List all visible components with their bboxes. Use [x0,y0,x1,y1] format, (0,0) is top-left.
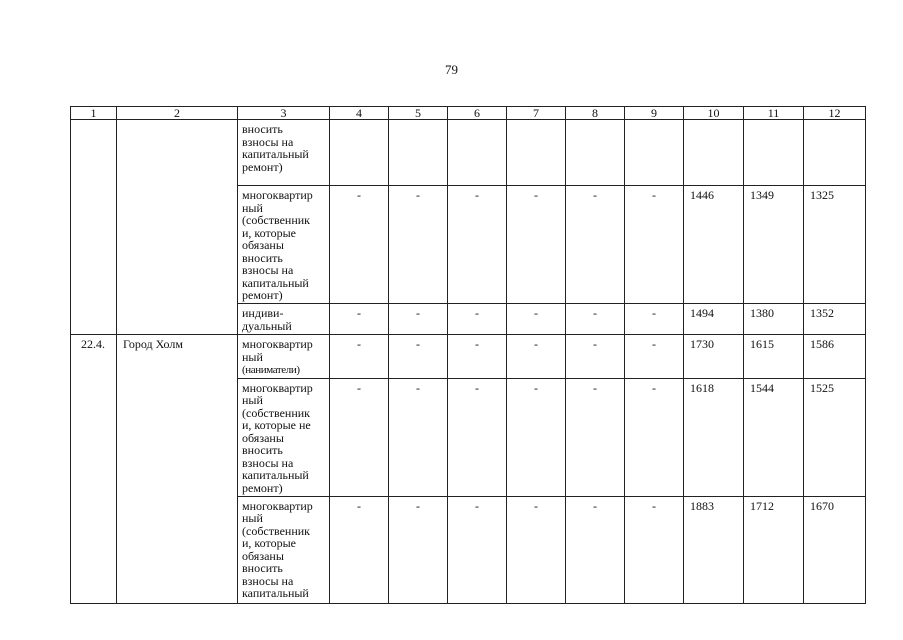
value-cell [804,120,866,186]
column-header: 7 [507,107,566,120]
value-cell: - [330,335,389,379]
value-cell: - [330,496,389,603]
value-cell: 1325 [804,186,866,304]
value-cell: - [507,378,566,496]
value-cell: - [507,335,566,379]
value-cell: 1586 [804,335,866,379]
column-header: 9 [625,107,684,120]
value-cell: - [389,304,448,335]
value-cell: 1446 [684,186,744,304]
value-cell: - [448,496,507,603]
value-cell: 1615 [744,335,804,379]
housing-type-text: многоквартир ный [242,337,313,364]
value-cell: 1494 [684,304,744,335]
value-cell: - [330,304,389,335]
value-cell: 1730 [684,335,744,379]
value-cell: - [448,186,507,304]
value-cell [744,120,804,186]
column-header: 12 [804,107,866,120]
value-cell: - [330,186,389,304]
column-header: 10 [684,107,744,120]
value-cell: - [566,496,625,603]
value-cell: - [625,335,684,379]
value-cell: - [566,304,625,335]
value-cell: - [389,378,448,496]
value-cell: - [625,186,684,304]
table-row [71,120,866,186]
value-cell: - [389,335,448,379]
value-cell: 1670 [804,496,866,603]
value-cell: - [507,496,566,603]
value-cell [684,120,744,186]
value-cell: - [566,335,625,379]
value-cell [448,120,507,186]
housing-type-cell: вносить взносы на капитальный ремонт) [238,120,330,186]
value-cell: 1525 [804,378,866,496]
column-header: 4 [330,107,389,120]
table-row [71,335,866,379]
value-cell [507,120,566,186]
housing-type-cell: индиви- дуальный [238,304,330,335]
tariff-table [70,106,866,604]
value-cell: - [507,186,566,304]
column-header: 3 [238,107,330,120]
value-cell: - [566,378,625,496]
value-cell: 1380 [744,304,804,335]
value-cell [330,120,389,186]
value-cell: 1712 [744,496,804,603]
housing-type-cell: многоквартир ный (собственник и, которые обязаны вносить взносы на капитальный [238,496,330,603]
value-cell: - [566,186,625,304]
column-header: 11 [744,107,804,120]
column-header: 8 [566,107,625,120]
housing-type-cell: многоквартир ный (собственник и, которые не обязаны вносить взносы на капитальный ремонт) [238,378,330,496]
housing-type-cell: многоквартир ный (собственник и, которые обязаны вносить взносы на капитальный ремонт) [238,186,330,304]
row-number-cell [71,120,117,335]
column-header: 5 [389,107,448,120]
value-cell [389,120,448,186]
column-number-row [71,107,866,120]
value-cell: - [625,304,684,335]
housing-type-note: (наниматели) [242,364,300,376]
value-cell: - [389,186,448,304]
value-cell: 1352 [804,304,866,335]
value-cell: - [389,496,448,603]
page-number: 79 [445,62,458,77]
value-cell: - [448,335,507,379]
column-header: 1 [71,107,117,120]
value-cell [625,120,684,186]
housing-type-cell [238,335,330,379]
row-number-cell: 22.4. [71,335,117,604]
value-cell: 1618 [684,378,744,496]
value-cell [566,120,625,186]
value-cell: - [330,378,389,496]
column-header: 2 [117,107,238,120]
locality-cell [117,120,238,335]
value-cell: - [448,304,507,335]
column-header: 6 [448,107,507,120]
value-cell: - [625,378,684,496]
locality-cell: Город Холм [117,335,238,604]
value-cell: - [507,304,566,335]
value-cell: 1544 [744,378,804,496]
value-cell: 1883 [684,496,744,603]
value-cell: - [448,378,507,496]
value-cell: 1349 [744,186,804,304]
value-cell: - [625,496,684,603]
